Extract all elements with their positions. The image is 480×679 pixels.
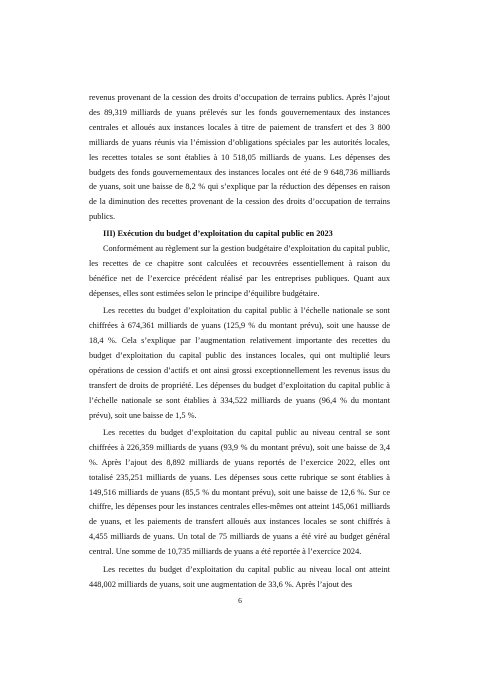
paragraph-regulation: Conformément au règlement sur la gestion budgétaire d’exploitation du capital public, les recettes de ce chapitre sont calculées et recouvrées essentiellement à raison du bénéfice net de l’exercice précédent réalisé par les entreprises publiques. Quant aux dépenses, elles sont estimées selon le principe d’équilibre budgétaire. [89,244,390,298]
page-body [89,91,390,592]
paragraph-national-revenue: Les recettes du budget d’exploitation du capital public à l’échelle nationale se sont chiffrées à 674,361 milliards de yuans (125,9 % du montant prévu), soit une hausse de 18,4 %. Cela s’explique par l’augmentation relativement importante des recettes du budget d’exploitation du capital public des instances locales, qui ont multiplié leurs opérations de cession d’actifs et ont ainsi grossi exceptionnellement les revenus issus du transfert de droits de propriété. Les dépenses du budget d’exploitation du capital public à l’échelle nationale se sont établies à 334,522 milliards de yuans (96,4 % du montant prévu), soit une baisse de 1,5 %. [89,306,390,420]
paragraph-local-revenue: Les recettes du budget d’exploitation du capital public au niveau local ont atteint 448,002 milliards de yuans, soit une augmentation de 33,6 %. Après l’ajout des [89,564,390,589]
paragraph-continuation: revenus provenant de la cession des droits d’occupation de terrains publics. Après l’ajout des 89,319 milliards de yuans prélevés sur les fonds gouvernementaux des instances centrales et alloués aux instances locales à titre de paiement de transfert et des 3 800 milliards de yuans réunis via l’émission d’obligations spéciales par les autorités locales, les recettes totales se sont établies à 10 518,05 milliards de yuans. Les dépenses des budgets des fonds gouvernementaux des instances locales ont été de 9 648,736 milliards de yuans, soit une baisse de 8,2 % qui s’explique par la réduction des dépenses en raison de la diminution des recettes provenant de la cession des droits d’occupation de terrains publics. [89,93,390,222]
page-number: 6 [238,596,242,605]
section-heading: III) Exécution du budget d’exploitation du capital public en 2023 [103,229,333,239]
paragraph-central-revenue: Les recettes du budget d’exploitation du capital public au niveau central se sont chiffrées à 226,359 milliards de yuans (93,9 % du montant prévu), soit une baisse de 3,4 %. Après l’ajout des 8,892 milliards de yuans reportés de l’exercice 2022, elles ont totalisé 235,251 milliards de yuans. Les dépenses sous cette rubrique se sont établies à 149,516 milliards de yuans (85,5 % du montant prévu), soit une baisse de 12,6 %. Sur ce chiffre, les dépenses pour les instances centrales elles-mêmes ont atteint 145,061 milliards de yuans, et les paiements de transfert alloués aux instances locales se sont chiffrés à 4,455 milliards de yuans. Un total de 75 milliards de yuans a été viré au budget général central. Une somme de 10,735 milliards de yuans a été reportée à l’exercice 2024. [89,427,390,557]
